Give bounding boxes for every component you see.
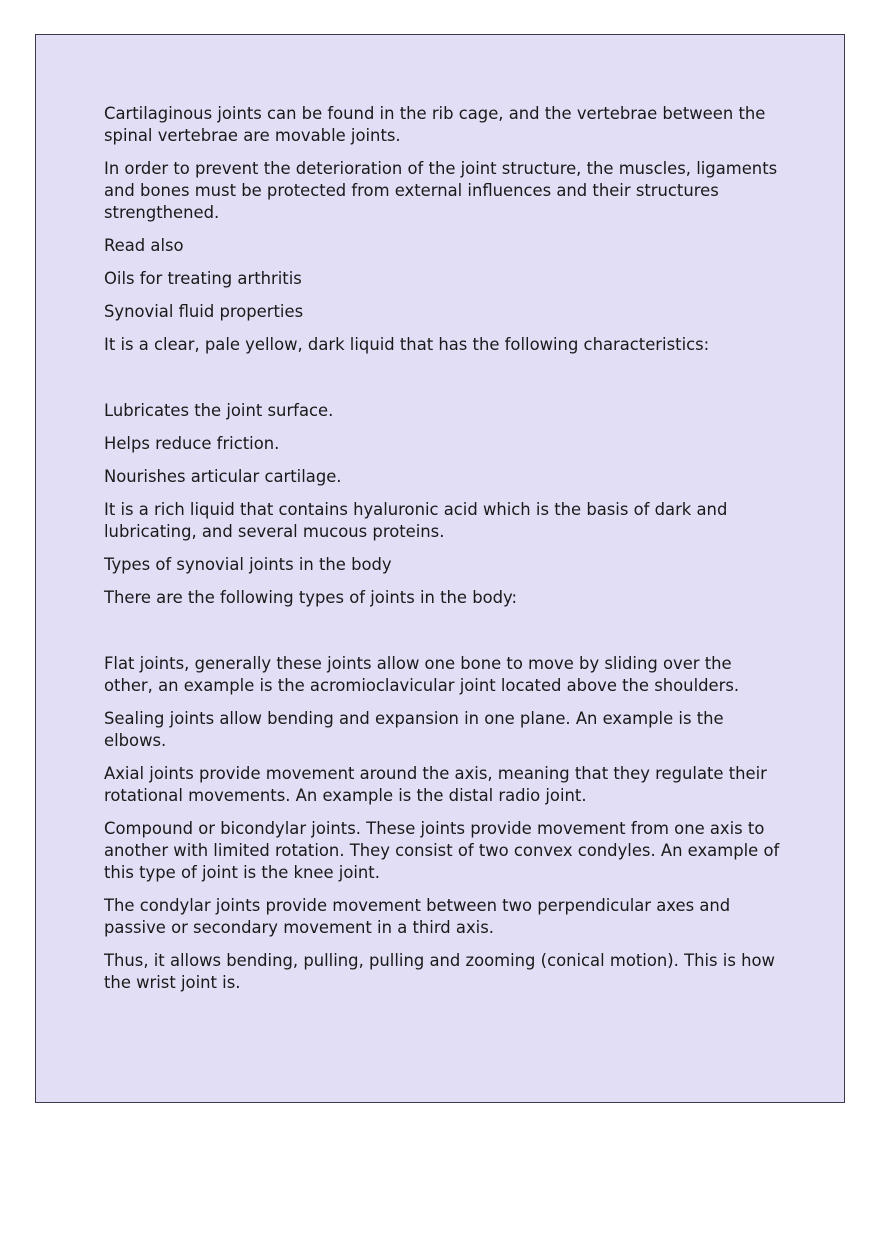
- paragraph-oils-arthritis: Oils for treating arthritis: [104, 269, 302, 288]
- paragraph-bicondylar-joints: Compound or bicondylar joints. These joints provide movement from one axis to another with limited rotation. They consist of two convex condyles. An example of this type of joint is the knee joint.: [104, 819, 780, 882]
- paragraph-spacer: [104, 620, 784, 653]
- paragraph-reduce-friction: Helps reduce friction.: [104, 434, 280, 453]
- paragraph-flat-joints: Flat joints, generally these joints allow one bone to move by sliding over the other, an example is the acromioclavicular joint located above the shoulders.: [104, 654, 740, 695]
- paragraph-axial-joints: Axial joints provide movement around the axis, meaning that they regulate their rotational movements. An example is the distal radio joint.: [104, 764, 767, 805]
- paragraph-following-types: There are the following types of joints in the body:: [104, 588, 518, 607]
- paragraph-types-heading: Types of synovial joints in the body: [104, 555, 392, 574]
- document-panel: [35, 34, 845, 1103]
- paragraph-spacer: [104, 367, 784, 400]
- paragraph-prevent-deterioration: In order to prevent the deterioration of the joint structure, the muscles, ligaments and bones must be protected from external influences and their structures strengthened.: [104, 159, 778, 222]
- paragraph-wrist-joint: Thus, it allows bending, pulling, pulling and zooming (conical motion). This is how the wrist joint is.: [104, 951, 775, 992]
- paragraph-read-also: Read also: [104, 236, 184, 255]
- paragraph-clear-liquid: It is a clear, pale yellow, dark liquid that has the following characteristics:: [104, 335, 710, 354]
- paragraph-lubricates: Lubricates the joint surface.: [104, 401, 334, 420]
- document-content: [104, 103, 784, 1005]
- paragraph-cartilaginous-joints: Cartilaginous joints can be found in the rib cage, and the vertebrae between the spinal vertebrae are movable joints.: [104, 104, 766, 145]
- paragraph-condylar-joints: The condylar joints provide movement between two perpendicular axes and passive or secondary movement in a third axis.: [104, 896, 731, 937]
- paragraph-sealing-joints: Sealing joints allow bending and expansion in one plane. An example is the elbows.: [104, 709, 724, 750]
- paragraph-hyaluronic-acid: It is a rich liquid that contains hyaluronic acid which is the basis of dark and lubricating, and several mucous proteins.: [104, 500, 728, 541]
- paragraph-nourishes-cartilage: Nourishes articular cartilage.: [104, 467, 342, 486]
- paragraph-synovial-fluid-heading: Synovial fluid properties: [104, 302, 304, 321]
